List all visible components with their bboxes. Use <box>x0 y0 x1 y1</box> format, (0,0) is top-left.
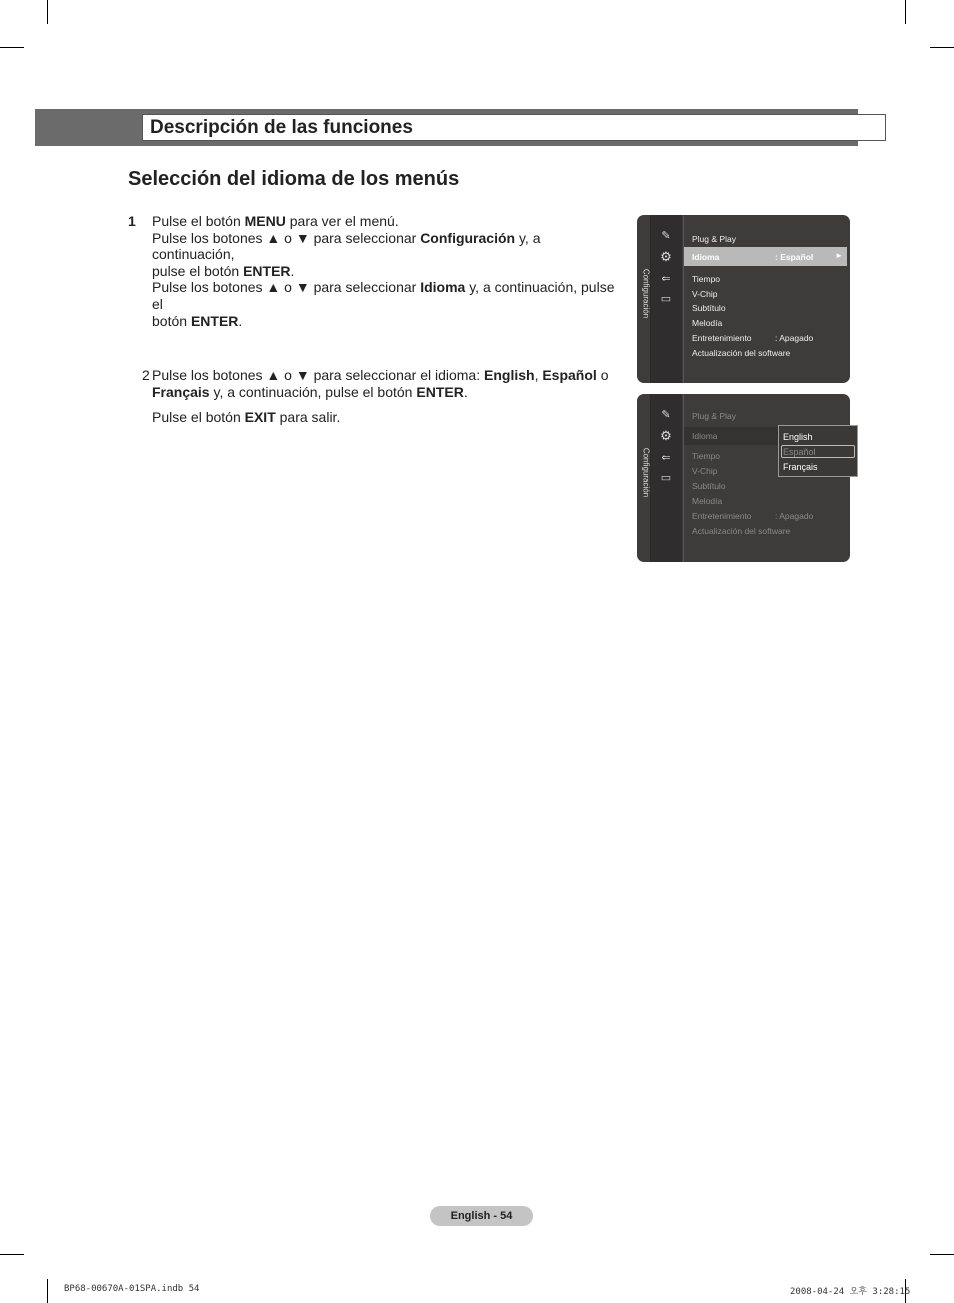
tv-menu-screen-2 <box>637 394 850 562</box>
text: Pulse los botones ▲ o ▼ para seleccionar <box>152 229 421 246</box>
crop-mark <box>0 1254 24 1255</box>
step-1-text <box>152 213 622 329</box>
menu-item-entretenimiento[interactable]: Entretenimiento <box>692 511 752 521</box>
input-icon: ⇐ <box>661 273 671 285</box>
key-menu: MENU <box>244 213 286 229</box>
menu-item-v-chip[interactable]: V-Chip <box>692 289 718 299</box>
menu-side-label: Configuración <box>641 268 651 319</box>
text: y, a continuación, pulse el botón <box>209 383 417 400</box>
menu-item-plug-play[interactable]: Plug & Play <box>692 234 736 244</box>
key-enter: ENTER <box>190 312 239 329</box>
tv-menu-screen-1 <box>637 215 850 383</box>
menu-item-subtitulo[interactable]: Subtítulo <box>692 481 726 491</box>
text: botón <box>152 312 191 329</box>
text: Pulse los botones ▲ o ▼ para seleccionar el idioma: <box>152 367 484 383</box>
print-slug-left: BP68-00670A-01SPA.indb 54 <box>64 1284 200 1294</box>
text: . <box>463 383 468 400</box>
text: pulse el botón <box>152 262 244 279</box>
input-icon: ⇐ <box>661 452 671 464</box>
key-configuracion: Configuración <box>420 229 516 246</box>
text: . <box>290 262 295 279</box>
text: , <box>534 367 543 383</box>
section-banner-box <box>142 114 886 141</box>
page-heading: Selección del idioma de los menús <box>128 168 460 190</box>
picture-icon: ✎ <box>661 230 671 242</box>
crop-mark <box>47 1279 48 1303</box>
application-icon: ▭ <box>660 293 672 305</box>
menu-item-actualizacion[interactable]: Actualización del software <box>692 348 791 358</box>
text: y, a continuación, <box>152 229 541 263</box>
menu-item-label: Idioma <box>692 252 720 262</box>
divider <box>683 394 684 562</box>
text: o <box>596 367 609 383</box>
key-idioma: Idioma <box>420 279 466 296</box>
key-espanol: Español <box>542 367 597 383</box>
setup-gear-icon: ⚙ <box>660 428 672 443</box>
menu-item-value: : Español <box>775 252 814 262</box>
crop-mark <box>905 0 906 24</box>
text: y, a continuación, pulse el <box>152 279 615 312</box>
print-slug-right: 2008-04-24 오후 3:28:15 <box>790 1287 911 1297</box>
menu-item-melodia[interactable]: Melodía <box>692 318 723 328</box>
menu-item-entretenimiento-value: : Apagado <box>775 333 814 343</box>
text: Pulse el botón <box>152 409 245 426</box>
section-banner <box>35 109 858 146</box>
menu-item-plug-play[interactable]: Plug & Play <box>692 411 736 421</box>
text: Pulse los botones ▲ o ▼ para seleccionar <box>152 279 421 296</box>
crop-mark <box>930 1254 954 1255</box>
key-english: English <box>484 367 535 383</box>
menu-item-melodia[interactable]: Melodía <box>692 496 723 506</box>
step-2-number: 2 <box>142 367 150 383</box>
text: para ver el menú. <box>285 213 399 229</box>
option-english[interactable]: English <box>783 432 813 442</box>
option-francais[interactable]: Français <box>783 462 818 472</box>
menu-side-label: Configuración <box>641 447 651 498</box>
menu-item-idioma-selected[interactable] <box>684 247 847 266</box>
key-enter: ENTER <box>416 383 464 400</box>
menu-item-entretenimiento-value: : Apagado <box>775 511 814 521</box>
key-enter: ENTER <box>243 262 291 279</box>
crop-mark <box>930 47 954 48</box>
menu-item-tiempo[interactable]: Tiempo <box>692 274 721 284</box>
setup-gear-icon: ⚙ <box>660 249 672 264</box>
key-exit: EXIT <box>244 409 276 426</box>
menu-item-v-chip[interactable]: V-Chip <box>692 466 718 476</box>
divider <box>683 215 684 383</box>
key-francais: Français <box>152 383 210 400</box>
menu-item-actualizacion[interactable]: Actualización del software <box>692 526 791 536</box>
picture-icon: ✎ <box>661 409 671 421</box>
menu-item-entretenimiento[interactable]: Entretenimiento <box>692 333 752 343</box>
language-popup <box>778 425 858 477</box>
option-espanol[interactable]: Español <box>783 447 816 457</box>
text: Pulse el botón <box>152 213 245 229</box>
step-2-text <box>152 367 622 426</box>
menu-item-subtitulo[interactable]: Subtítulo <box>692 303 726 313</box>
crop-mark <box>47 0 48 24</box>
section-title: Descripción de las funciones <box>150 117 413 138</box>
arrow-right-icon: ► <box>835 251 843 260</box>
crop-mark <box>0 47 24 48</box>
page-number: English - 54 <box>430 1206 533 1226</box>
application-icon: ▭ <box>660 472 672 484</box>
step-1-number: 1 <box>128 213 136 229</box>
text: . <box>238 312 243 329</box>
menu-item-idioma[interactable]: Idioma <box>692 431 718 441</box>
menu-item-tiempo[interactable]: Tiempo <box>692 451 721 461</box>
text: para salir. <box>275 409 341 426</box>
